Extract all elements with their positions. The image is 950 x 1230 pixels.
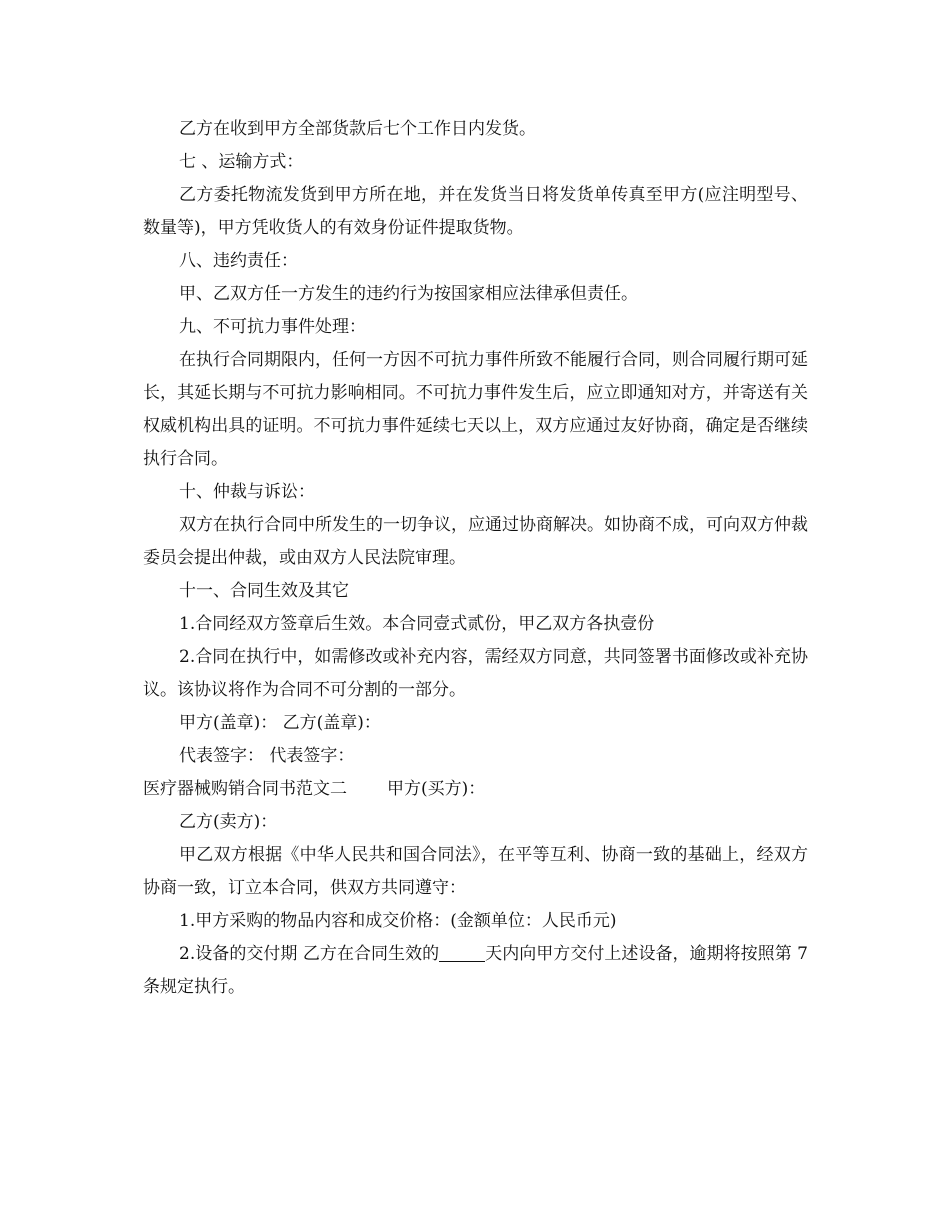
second-contract-title: 医疗器械购销合同书范文二 (143, 779, 347, 799)
section-heading: 十一、合同生效及其它 (179, 581, 349, 601)
paragraph: 在执行合同期限内，任何一方因不可抗力事件所致不能履行合同，则合同履行期可延长，其延长期与不可抗力影响相同。不可抗力事件发生后，应立即通知对方，并寄送有关权威机构出具的证明。不可抗力事件延续七天以上，双方应通过友好协商，确定是否继续执行合同。 (143, 350, 808, 469)
party-b-line: 乙方(卖方)： (179, 812, 278, 832)
paragraph: 双方在执行合同中所发生的一切争议，应通过协商解决。如协商不成，可向双方仲裁委员会提出仲裁，或由双方人民法院审理。 (143, 515, 808, 568)
signature-line-seal: 甲方(盖章)： 乙方(盖章)： (179, 713, 381, 733)
signature-line-representative: 代表签字： 代表签字： (179, 746, 355, 766)
paragraph: 乙方委托物流发货到甲方所在地，并在发货当日将发货单传真至甲方(应注明型号、数量等)，甲方凭收货人的有效身份证件提取货物。 (143, 185, 808, 238)
section-heading: 八、违约责任： (179, 251, 298, 271)
section-heading: 十、仲裁与诉讼： (179, 482, 315, 502)
delivery-clause-before: 2.设备的交付期 乙方在合同生效的 (179, 944, 440, 964)
document-body (143, 113, 808, 1004)
paragraph: 甲、乙双方任一方发生的违约行为按国家相应法律承但责任。 (179, 284, 638, 304)
paragraph: 甲乙双方根据《中华人民共和国合同法》，在平等互利、协商一致的基础上，经双方协商一致，订立本合同，供双方共同遵守： (143, 845, 808, 898)
fill-in-blank[interactable] (439, 943, 485, 962)
second-contract-party-a: 甲方(买方)： (387, 779, 486, 799)
clause-item: 1.合同经双方签章后生效。本合同壹式贰份，甲乙双方各执壹份 (179, 614, 655, 634)
delivery-clause-after: 天内向甲方交付上述设备，逾期将按照第 7 条规定执行。 (143, 944, 808, 997)
section-heading: 七 、运输方式： (179, 152, 304, 172)
second-contract-title-line (143, 773, 808, 806)
clause-item: 1.甲方采购的物品内容和成交价格：(金额单位：人民币元) (179, 911, 617, 931)
section-heading: 九、不可抗力事件处理： (179, 317, 366, 337)
paragraph: 乙方在收到甲方全部货款后七个工作日内发货。 (179, 119, 536, 139)
clause-item: 2.合同在执行中，如需修改或补充内容，需经双方同意，共同签署书面修改或补充协议。该协议将作为合同不可分割的一部分。 (143, 647, 808, 700)
delivery-clause (143, 938, 808, 1004)
